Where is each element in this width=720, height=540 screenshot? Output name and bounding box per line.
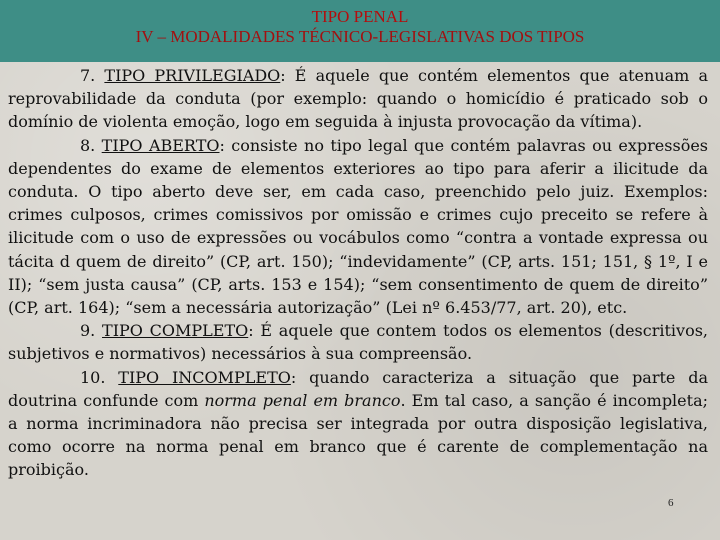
paragraph-text: : quando caracteriza a situação que parte da doutrina confunde com <box>8 367 708 410</box>
slide-body <box>8 64 708 482</box>
term-tipo-completo: TIPO COMPLETO <box>102 321 249 341</box>
paragraph-text: : É aquele que contem todos os elementos (descritivos, subjetivos e normativos) necessários à sua compreensão. <box>8 321 709 364</box>
term-tipo-aberto: TIPO ABERTO <box>101 135 220 155</box>
paragraph-number: 8. <box>80 135 96 155</box>
paragraph-tipo-incompleto <box>8 366 708 482</box>
italic-term: norma penal em branco <box>204 390 401 410</box>
paragraph-number: 10. <box>80 367 106 387</box>
slide-header <box>0 0 720 62</box>
paragraph-text: . Em tal caso, a sanção é incompleta; a norma incriminadora não precisa ser integrada por outra disposição legislativa, como ocorre na norma penal em branco que é carente de complementação na proibição. <box>8 390 709 480</box>
paragraph-text: : É aquele que contém elementos que atenuam a reprovabilidade da conduta (por exemplo: quando o homicídio é praticado sob o domínio de violenta emoção, logo em seguida à injusta provocação da vítima). <box>8 66 709 132</box>
paragraph-number: 7. <box>80 66 96 85</box>
slide-subtitle: IV – MODALIDADES TÉCNICO-LEGISLATIVAS DOS TIPOS <box>135 27 585 46</box>
paragraph-tipo-privilegiado <box>8 64 708 134</box>
paragraph-tipo-aberto <box>8 134 708 320</box>
term-tipo-incompleto: TIPO INCOMPLETO <box>118 367 291 387</box>
paragraph-number: 9. <box>80 321 96 341</box>
slide-title: TIPO PENAL <box>311 7 409 26</box>
paragraph-text: : consiste no tipo legal que contém palavras ou expressões dependentes do exame de elementos exteriores ao tipo para aferir a ilicitude da conduta. O tipo aberto deve ser, em cada caso, preenchido pelo juiz. Exemplos: crimes culposos, crimes comissivos por omissão e crimes cujo preceito se refere à ilicitude com o uso de expressões ou vocábulos como “contra a vontade expressa ou tácita d quem de direito” (CP, art. 150); “indevidamente” (CP, arts. 151; 151, § 1º, I e II); “sem justa causa” (CP, arts. 153 e 154); “sem consentimento de quem de direito” (CP, art. 164); “sem a necessária autorização” (Lei nº 6.453/77, art. 20), etc. <box>8 135 709 318</box>
paragraph-tipo-completo <box>8 319 708 365</box>
term-tipo-privilegiado: TIPO PRIVILEGIADO <box>104 66 281 85</box>
slide-number: 6 <box>668 497 674 509</box>
